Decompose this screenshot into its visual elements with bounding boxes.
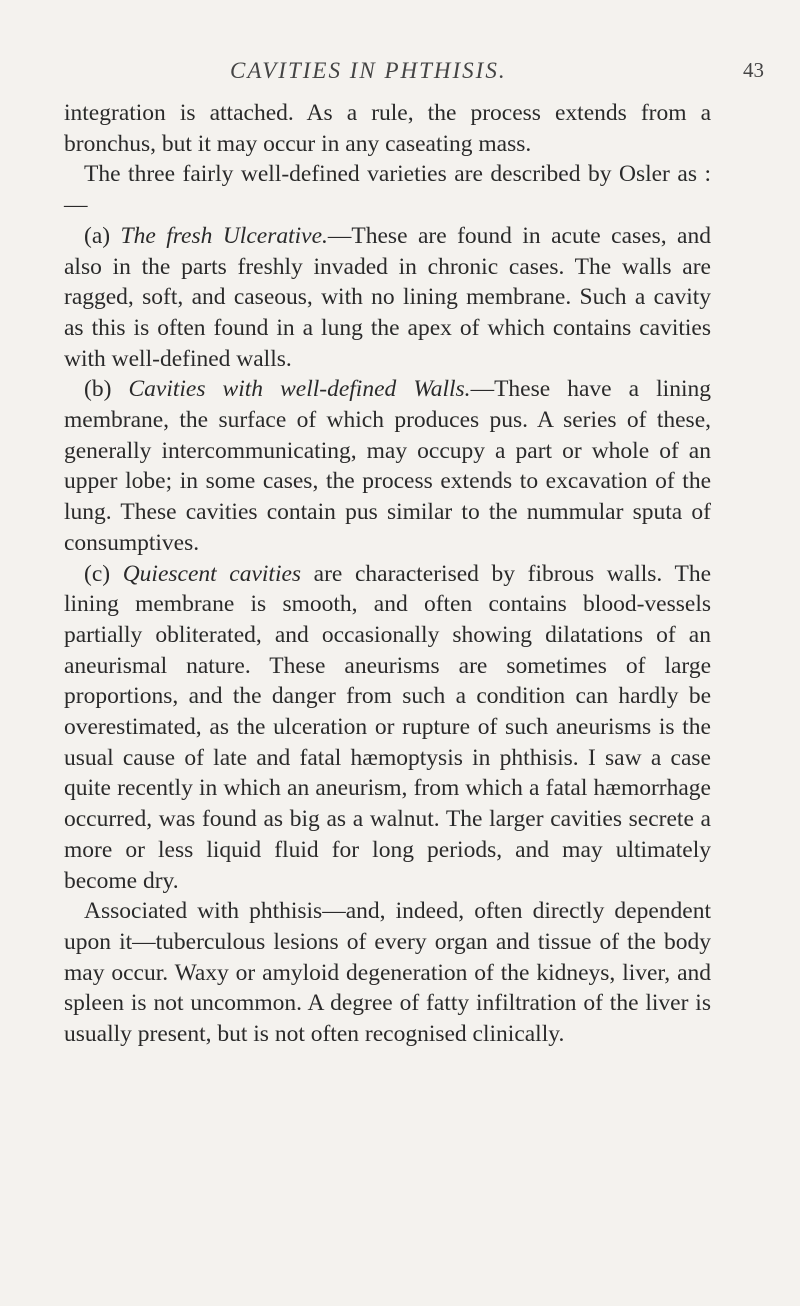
variety-b [64, 374, 711, 558]
variety-c [64, 559, 711, 897]
variety-c-marker: (c) [84, 560, 123, 587]
variety-b-text: —These have a lining membrane, the surface of which produces pus. A series of these, generally intercommunicating, may occupy a part or whole of an upper lobe; in some cases, the process extends to excavation of the lung. These cavities contain pus similar to the nummular sputa of consumptives. [64, 376, 711, 556]
page-number: 43 [743, 58, 764, 82]
paragraph-text: integration is attached. As a rule, the process extends from a bronchus, but it may occur in any caseating mass. [64, 100, 711, 157]
variety-a-heading: The fresh Ulcerative. [120, 222, 328, 249]
variety-a-marker: (a) [84, 222, 121, 249]
variety-a-text: —These are found in acute cases, and also in the parts freshly invaded in chronic cases. The walls are ragged, soft, and caseous, with no lining membrane. Such a cavity as this is often found in a lung the apex of which contains cavities with well-defined walls. [64, 222, 711, 372]
paragraph-text: The three fairly well-defined varieties are described by Osler as :— [64, 161, 711, 219]
body-text [64, 98, 711, 1050]
running-head-title: CAVITIES IN PHTHISIS. [230, 58, 507, 83]
variety-b-marker: (b) [84, 376, 129, 403]
variety-c-text: are characterised by fibrous walls. The lining membrane is smooth, and often contains blood-vessels partially obliterated, and occasionally showing dilatations of an aneurismal nature. These aneurisms are sometimes of large proportions, and the danger from such a condition can hardly be overestimated, as the ulceration or rupture of such aneurisms is the usual cause of late and fatal hæmoptysis in phthisis. I saw a case quite recently in which an aneurism, from which a fatal hæmorrhage occurred, was found as big as a walnut. The larger cavities secrete a more or less liquid fluid for long periods, and may ultimately become dry. [64, 560, 711, 894]
paragraph-continuation [64, 98, 711, 159]
paragraph-varieties-intro [64, 159, 711, 220]
variety-a [64, 221, 711, 375]
paragraph-associated-lesions [64, 896, 711, 1050]
running-head [0, 58, 800, 94]
paragraph-text: Associated with phthisis—and, indeed, often directly dependent upon it—tuberculous lesions of every organ and tissue of the body may occur. Waxy or amyloid degeneration of the kidneys, liver, and spleen is not uncommon. A degree of fatty infiltration of the liver is usually present, but is not often recognised clinically. [64, 898, 711, 1048]
variety-b-heading: Cavities with well-defined Walls. [128, 376, 471, 403]
variety-c-heading: Quiescent cavities [122, 560, 302, 587]
